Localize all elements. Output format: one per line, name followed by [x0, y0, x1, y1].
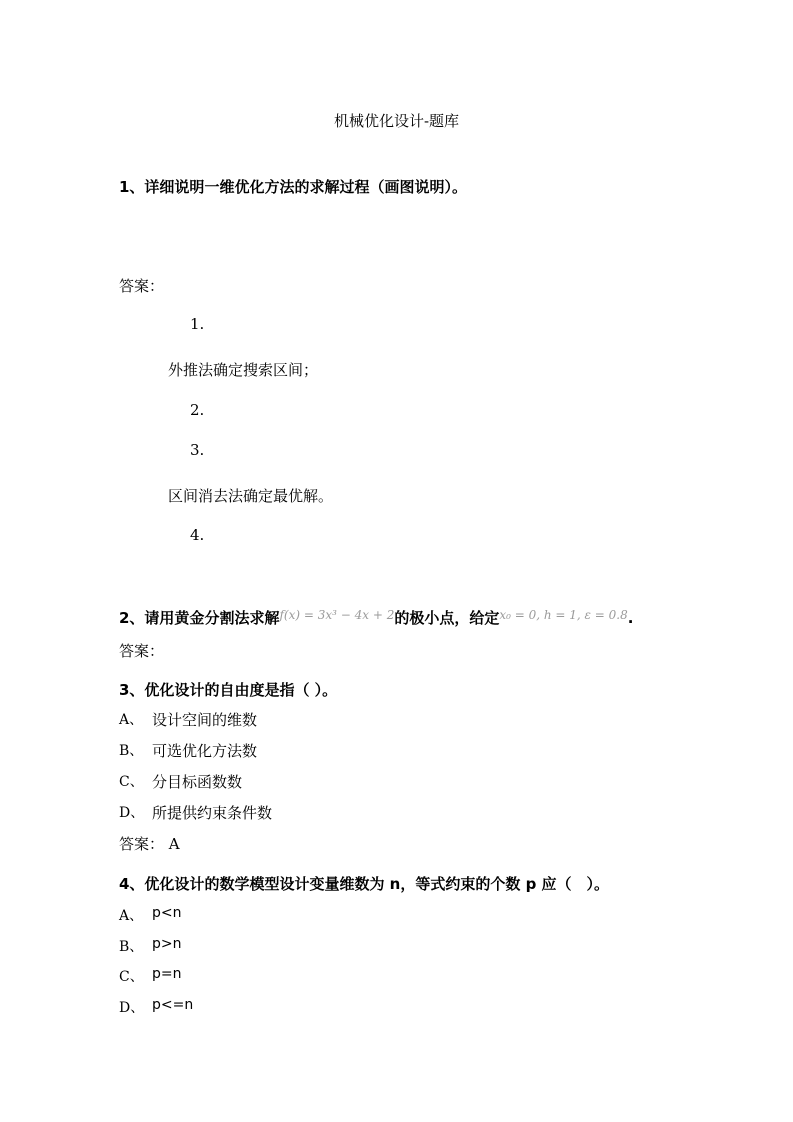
question-4-title: 4、优化设计的数学模型设计变量维数为 n，等式约束的个数 p 应（ ）。 — [119, 875, 610, 893]
option-row — [119, 771, 144, 791]
step-1-text: 外推法确定搜索区间； — [168, 361, 319, 379]
option-row — [119, 740, 143, 760]
option-text: 可选优化方法数 — [152, 742, 258, 760]
option-text: 分目标函数数 — [152, 773, 243, 791]
question-2-given-values: x₀ = 0, h = 1, ε = 0.8 — [499, 608, 628, 622]
question-2-suffix: . — [627, 609, 634, 627]
question-3-title: 3、优化设计的自由度是指（ ）。 — [119, 681, 338, 699]
question-2-formula: f(x) = 3x³ − 4x + 2 — [279, 608, 395, 622]
step-3-text: 区间消去法确定最优解。 — [168, 487, 334, 505]
option-letter: A、 — [119, 908, 144, 924]
option-letter: C、 — [119, 969, 144, 985]
option-letter: C、 — [119, 774, 144, 790]
option-letter: A、 — [119, 712, 144, 728]
step-3-number: 3. — [190, 441, 205, 459]
option-text: 设计空间的维数 — [152, 711, 258, 729]
option-row — [119, 709, 143, 729]
question-1-answer-label: 答案： — [119, 277, 165, 295]
option-text: p<n — [152, 905, 182, 921]
step-1-number: 1. — [190, 315, 205, 333]
question-2-title — [119, 607, 633, 628]
option-letter: B、 — [119, 939, 144, 955]
option-text: p>n — [152, 936, 182, 952]
question-2-prefix: 2、请用黄金分割法求解 — [119, 609, 280, 627]
option-letter: D、 — [119, 1000, 145, 1016]
document-title: 机械优化设计-题库 — [333, 112, 460, 130]
question-1-title: 1、详细说明一维优化方法的求解过程（画图说明）。 — [119, 178, 467, 196]
question-2-middle: 的极小点，给定 — [394, 609, 500, 627]
option-text: p<=n — [152, 997, 194, 1013]
step-2-number: 2. — [190, 401, 205, 419]
option-letter: B、 — [119, 743, 144, 759]
option-text: 所提供约束条件数 — [152, 804, 273, 822]
question-2-answer-label: 答案： — [119, 642, 165, 660]
option-text: p=n — [152, 966, 182, 982]
step-4-number: 4. — [190, 526, 205, 544]
option-row — [119, 802, 144, 822]
question-3-answer: 答案： A — [119, 835, 180, 853]
option-letter: D、 — [119, 805, 145, 821]
